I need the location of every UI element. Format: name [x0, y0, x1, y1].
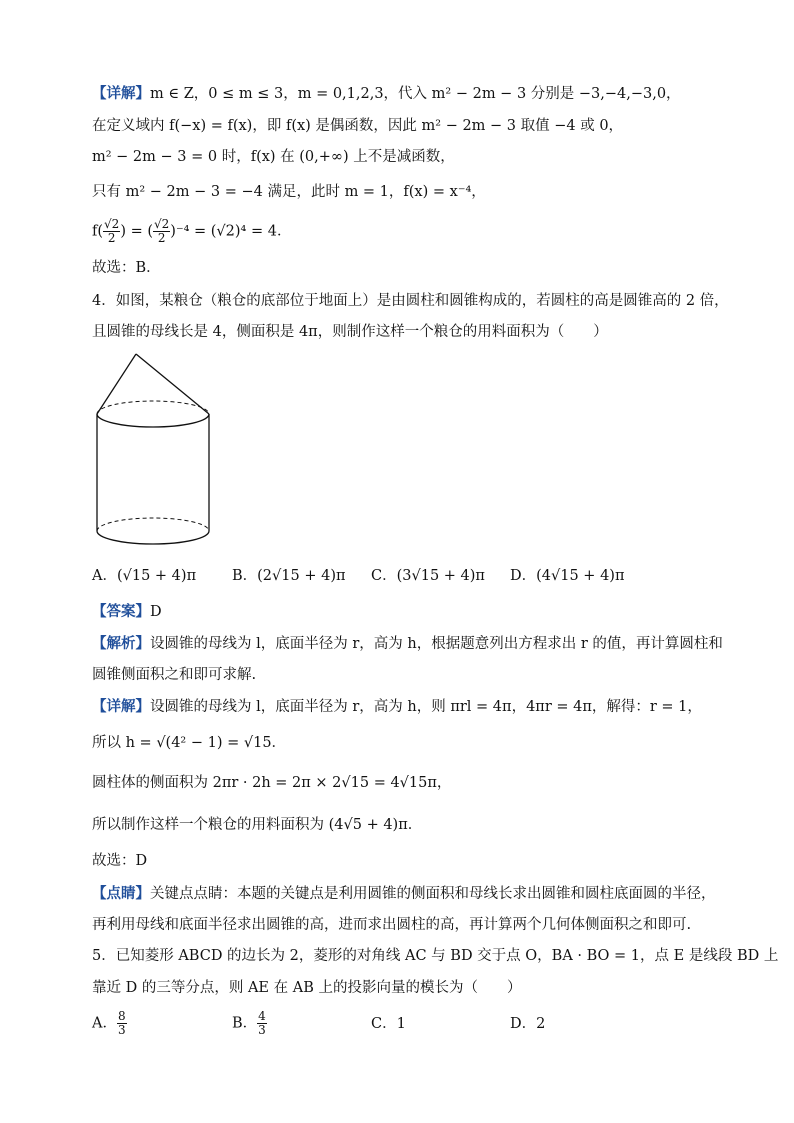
detail-tag: 【详解】	[92, 86, 150, 102]
detail-tag: 【详解】	[92, 699, 150, 715]
q4-detail-1: 【详解】设圆锥的母线为 l，底面半径为 r，高为 h，则 πrl = 4π，4πr = 4π，解得：r = 1，	[92, 699, 702, 715]
q4-detail-5: 故选：D	[92, 853, 148, 869]
fraction: $\frac{4}{3}$	[258, 1009, 266, 1037]
q4-option-c: C．(3√15 + 4)π	[371, 568, 485, 584]
fraction: $\frac{8}{3}$	[117, 1009, 126, 1037]
answer-value: D	[150, 604, 162, 620]
q4-option-b: B．(2√15 + 4)π	[232, 568, 346, 584]
detail-line-6: 故选：B．	[92, 260, 161, 276]
analysis-tag: 【解析】	[92, 636, 150, 652]
comment-tag: 【点睛】	[92, 886, 150, 902]
detail-line-2: 在定义域内 f(−x) = f(x)，即 f(x) 是偶函数，因此 m² − 2m − 3 取值 −4 或 0，	[92, 118, 624, 134]
q5-option-a: A． $\frac{8}{3}$	[92, 1009, 126, 1037]
q4-comment-2: 再利用母线和底面半径求出圆锥的高，进而求出圆柱的高，再计算两个几何体侧面积之和即可.	[92, 917, 692, 933]
q4-option-d: D．(4√15 + 4)π	[510, 568, 625, 584]
detail-line-4: 只有 m² − 2m − 3 = −4 满足，此时 m = 1，f(x) = x⁻⁴，	[92, 184, 486, 200]
detail-line-5: f( $\frac{√2}{2}$ ) = ( $\frac{√2}{2}$ )⁻⁴ = (√2)⁴ = 4．	[92, 217, 292, 245]
q5-stem-1: 5．已知菱形 ABCD 的边长为 2，菱形的对角线 AC 与 BD 交于点 O，BA · BO = 1，点 E 是线段 BD 上	[92, 948, 779, 964]
detail-line-3: m² − 2m − 3 = 0 时，f(x) 在 (0,+∞) 上不是减函数，	[92, 149, 455, 165]
q4-comment-1: 【点睛】关键点点睛：本题的关键点是利用圆锥的侧面积和母线长求出圆锥和圆柱底面圆的半径，	[92, 886, 716, 902]
q5-stem-2: 靠近 D 的三等分点，则 AE 在 AB 上的投影向量的模长为（ ）	[92, 980, 522, 996]
q4-stem-2: 且圆锥的母线长是 4，侧面积是 4π，则制作这样一个粮仓的用料面积为（ ）	[92, 324, 608, 340]
fraction: $\frac{√2}{2}$	[104, 217, 120, 245]
q4-answer	[92, 602, 162, 622]
q5-option-c: C．1	[371, 1016, 406, 1032]
q4-analysis-2: 圆锥侧面积之和即可求解.	[92, 667, 257, 683]
detail-line-1	[92, 84, 681, 104]
q4-stem-1: 4．如图，某粮仓（粮仓的底部位于地面上）是由圆柱和圆锥构成的，若圆柱的高是圆锥高的 2 倍，	[92, 293, 729, 309]
q4-option-a: A．(√15 + 4)π	[92, 568, 197, 584]
granary-figure	[88, 348, 248, 548]
q4-detail-3: 圆柱体的侧面积为 2πr · 2h = 2π × 2√15 = 4√15π，	[92, 775, 452, 791]
fraction: $\frac{√2}{2}$	[154, 217, 170, 245]
q4-detail-2: 所以 h = √(4² − 1) = √15．	[92, 735, 287, 751]
q5-option-b: B． $\frac{4}{3}$	[232, 1009, 266, 1037]
q5-option-d: D．2	[510, 1016, 546, 1032]
answer-tag: 【答案】	[92, 604, 150, 620]
q4-detail-4: 所以制作这样一个粮仓的用料面积为 (4√5 + 4)π．	[92, 817, 423, 833]
q4-analysis-1: 【解析】设圆锥的母线为 l，底面半径为 r，高为 h，根据题意列出方程求出 r 的值，再计算圆柱和	[92, 636, 723, 652]
detail-text: m ∈ Z，0 ≤ m ≤ 3，m = 0,1,2,3，代入 m² − 2m − 3 分别是 −3,−4,−3,0，	[150, 86, 681, 102]
